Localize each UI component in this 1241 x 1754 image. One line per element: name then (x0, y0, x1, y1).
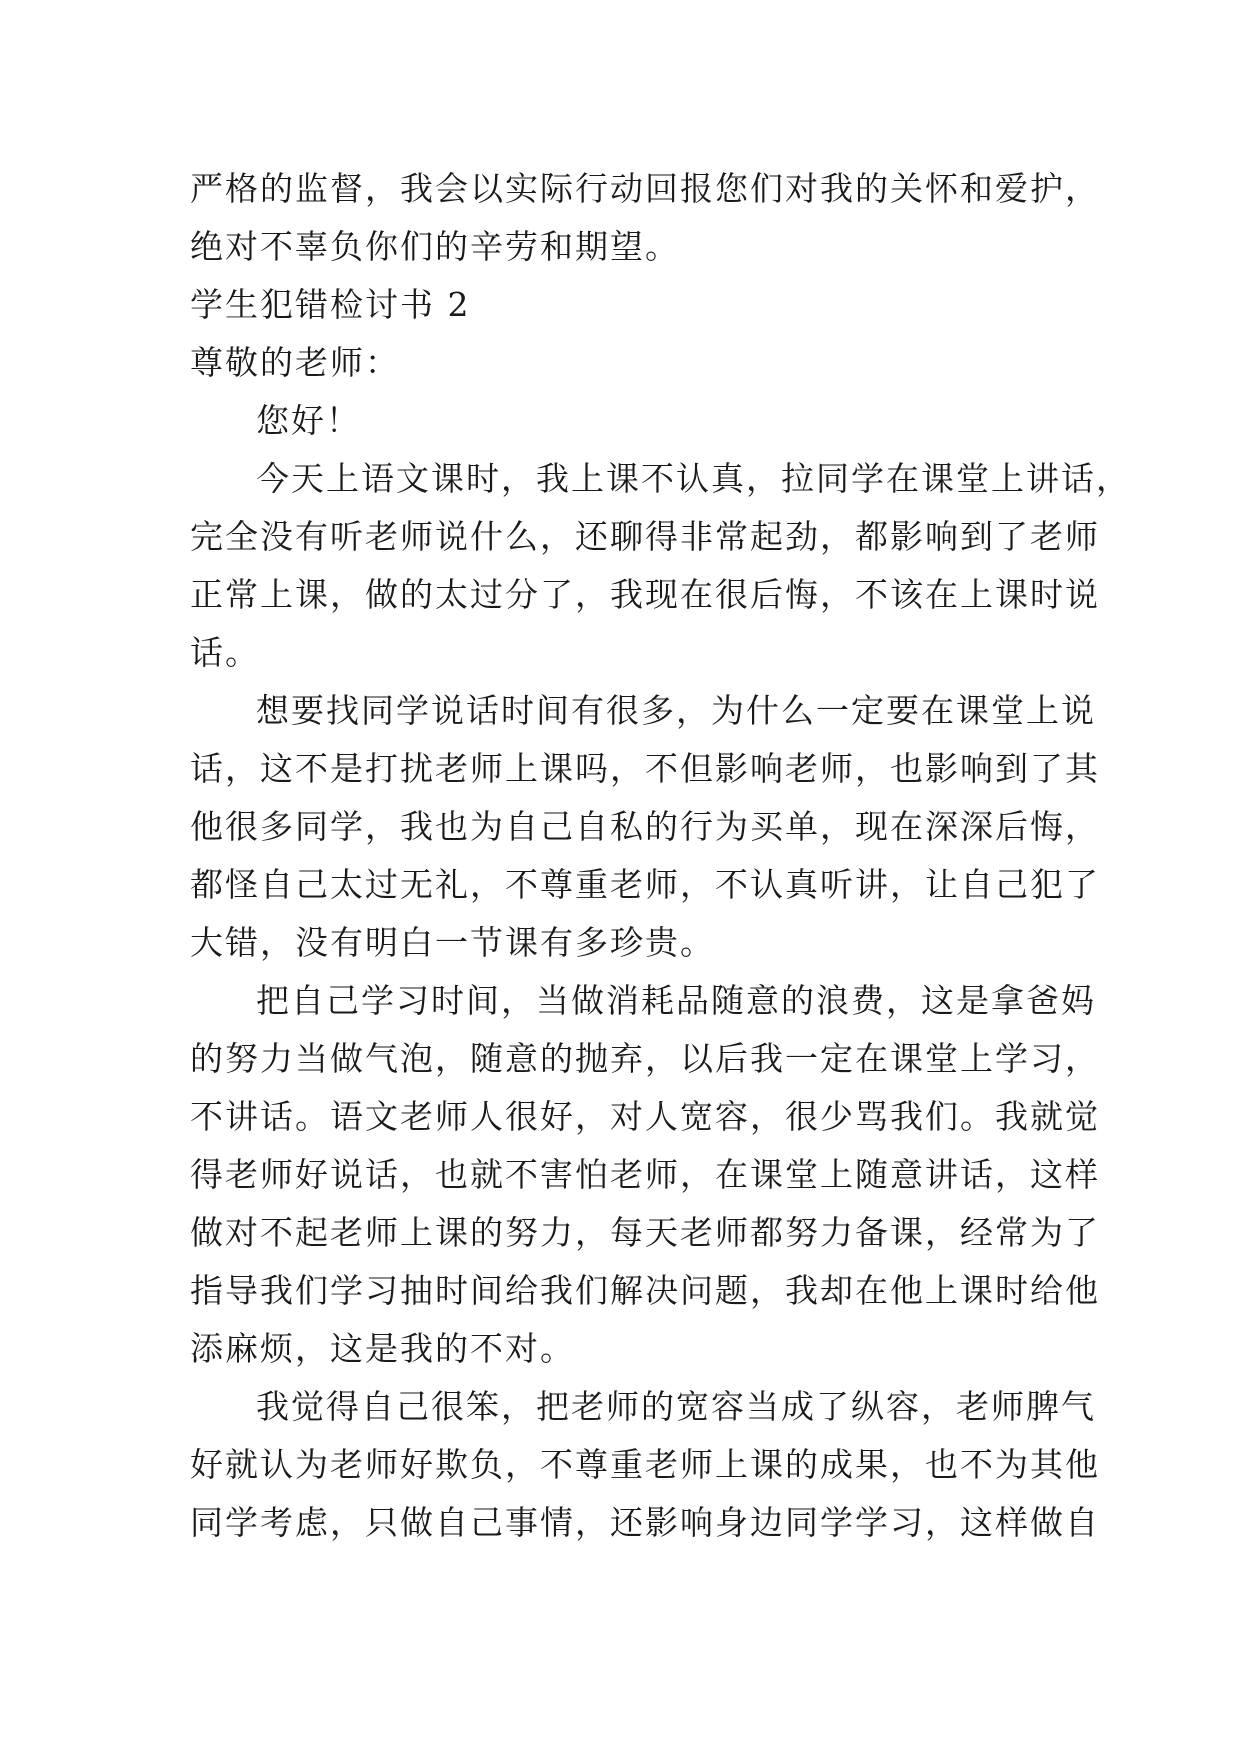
text-line: 的努力当做气泡，随意的抛弃，以后我一定在课堂上学习， (190, 1039, 1100, 1078)
text-line: 我觉得自己很笨，把老师的宽容当成了纵容，老师脾气 (256, 1387, 1096, 1426)
salutation: 尊敬的老师： (190, 343, 400, 382)
text-line: 大错，没有明白一节课有多珍贵。 (190, 923, 715, 962)
text-line: 不讲话。语文老师人很好，对人宽容，很少骂我们。我就觉 (190, 1097, 1100, 1136)
text-line: 严格的监督，我会以实际行动回报您们对我的关怀和爱护， (190, 169, 1100, 208)
text-line: 好就认为老师好欺负，不尊重老师上课的成果，也不为其他 (190, 1445, 1100, 1484)
text-line: 话，这不是打扰老师上课吗，不但影响老师，也影响到了其 (190, 749, 1100, 788)
text-line: 都怪自己太过无礼，不尊重老师，不认真听讲，让自己犯了 (190, 865, 1100, 904)
text-line: 想要找同学说话时间有很多，为什么一定要在课堂上说 (256, 691, 1096, 730)
text-line: 话。 (190, 633, 260, 672)
text-line: 他很多同学，我也为自己自私的行为买单，现在深深后悔， (190, 807, 1100, 846)
text-line: 做对不起老师上课的努力，每天老师都努力备课，经常为了 (190, 1213, 1100, 1252)
text-line: 添麻烦，这是我的不对。 (190, 1329, 575, 1368)
text-line: 完全没有听老师说什么，还聊得非常起劲，都影响到了老师 (190, 517, 1100, 556)
text-line: 绝对不辜负你们的辛劳和期望。 (190, 227, 680, 266)
text-line: 正常上课，做的太过分了，我现在很后悔，不该在上课时说 (190, 575, 1100, 614)
text-line: 今天上语文课时，我上课不认真，拉同学在课堂上讲话， (256, 459, 1131, 498)
section-title: 学生犯错检讨书 2 (190, 285, 471, 324)
text-line: 把自己学习时间，当做消耗品随意的浪费，这是拿爸妈 (256, 981, 1096, 1020)
text-line: 指导我们学习抽时间给我们解决问题，我却在他上课时给他 (190, 1271, 1100, 1310)
greeting: 您好！ (256, 401, 361, 440)
text-line: 同学考虑，只做自己事情，还影响身边同学学习，这样做自 (190, 1503, 1100, 1542)
document-body (190, 160, 1131, 1552)
text-line: 得老师好说话，也就不害怕老师，在课堂上随意讲话，这样 (190, 1155, 1100, 1194)
